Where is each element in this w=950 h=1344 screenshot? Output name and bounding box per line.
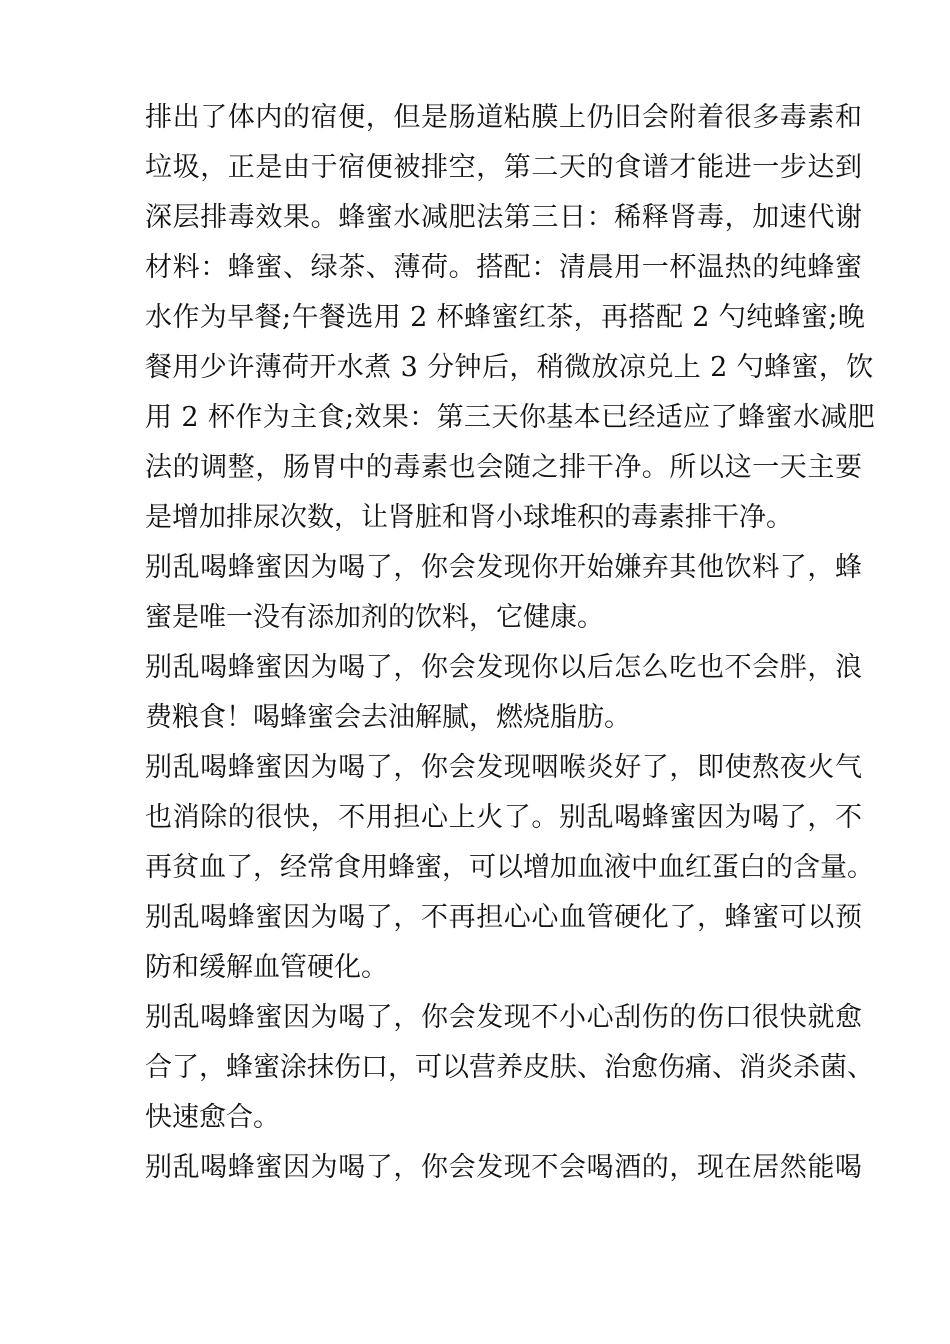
text-line: 合了，蜂蜜涂抹伤口，可以营养皮肤、治愈伤痛、消炎杀菌、 bbox=[145, 1052, 874, 1083]
text-line: 也消除的很快，不用担心上火了。别乱喝蜂蜜因为喝了，不 bbox=[145, 802, 863, 833]
text-line: 法的调整，肠胃中的毒素也会随之排干净。所以这一天主要 bbox=[145, 452, 863, 483]
text-line: 深层排毒效果。蜂蜜水减肥法第三日：稀释肾毒，加速代谢 bbox=[145, 202, 863, 233]
text-line: 垃圾，正是由于宿便被排空，第二天的食谱才能进一步达到 bbox=[145, 152, 863, 183]
text-line: 用 2 杯作为主食;效果：第三天你基本已经适应了蜂蜜水减肥 bbox=[145, 402, 876, 433]
text-line: 别乱喝蜂蜜因为喝了，你会发现咽喉炎好了，即使熬夜火气 bbox=[145, 752, 863, 783]
text-line: 别乱喝蜂蜜因为喝了，你会发现不会喝酒的，现在居然能喝 bbox=[145, 1152, 863, 1183]
text-line: 是增加排尿次数，让肾脏和肾小球堆积的毒素排干净。 bbox=[145, 502, 793, 533]
text-line: 费粮食！喝蜂蜜会去油解腻，燃烧脂肪。 bbox=[145, 702, 631, 733]
text-line: 水作为早餐;午餐选用 2 杯蜂蜜红茶，再搭配 2 勺纯蜂蜜;晚 bbox=[145, 302, 866, 333]
text-line: 别乱喝蜂蜜因为喝了，你会发现不小心刮伤的伤口很快就愈 bbox=[145, 1002, 863, 1033]
text-line: 再贫血了，经常食用蜂蜜，可以增加血液中血红蛋白的含量。 bbox=[145, 852, 874, 883]
text-line: 排出了体内的宿便，但是肠道粘膜上仍旧会附着很多毒素和 bbox=[145, 102, 863, 133]
text-line: 快速愈合。 bbox=[145, 1102, 280, 1133]
text-line: 别乱喝蜂蜜因为喝了，不再担心心血管硬化了，蜂蜜可以预 bbox=[145, 902, 863, 933]
text-line: 别乱喝蜂蜜因为喝了，你会发现你开始嫌弃其他饮料了，蜂 bbox=[145, 552, 863, 583]
text-line: 蜜是唯一没有添加剂的饮料，它健康。 bbox=[145, 602, 604, 633]
text-line: 别乱喝蜂蜜因为喝了，你会发现你以后怎么吃也不会胖，浪 bbox=[145, 652, 863, 683]
text-line: 材料：蜂蜜、绿茶、薄荷。搭配：清晨用一杯温热的纯蜂蜜 bbox=[145, 252, 863, 283]
text-line: 防和缓解血管硬化。 bbox=[145, 952, 388, 983]
text-line: 餐用少许薄荷开水煮 3 分钟后，稍微放凉兑上 2 勺蜂蜜，饮 bbox=[145, 352, 874, 383]
